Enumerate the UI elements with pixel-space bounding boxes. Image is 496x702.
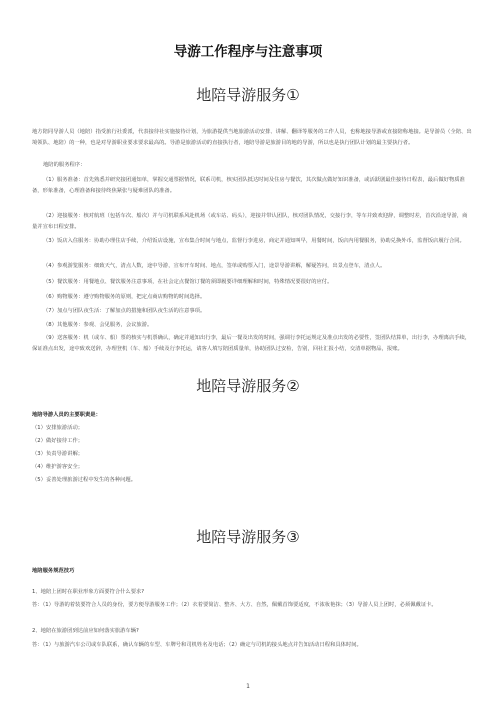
document-title: 导游工作程序与注意事项 bbox=[173, 44, 323, 60]
duty-item: （3）负责导游讲解； bbox=[32, 451, 84, 457]
faq-answer: 答：（1）导游的着装要符合人员的身份，要方便导游服务工作；（2）衣着要简洁、整齐、大方、自然，佩戴首饰要适度，不浓妆艳抹；（3）导游人员上团时，必须佩戴证卡。 bbox=[32, 602, 437, 608]
duty-item: （5）妥善处理旅游过程中发生的各种问题。 bbox=[32, 477, 137, 483]
service-item-welcome: （2）迎接服务：核对航班（包括车次、船次）并与司机联系风赴机场（或车站、码头），迎接并带认团队，核对团队情况，交接行李，等车并致欢迎辞，调整时差，首次沿途导游，商量并宣布日程安排。 bbox=[32, 213, 468, 230]
faq-question: 2、地陪在旅游团到达前应如何落实旅游车辆? bbox=[32, 628, 139, 634]
service-item-farewell: （9）送客服务：机（或车、船）票的核实与机票确认，确定并通知出行李，最后一餐及出发的时间，强调行李托运规定及准点出发的必要性，签团队结算单，出行李，办理离店手续，保证准点出发，途中致欢送辞，办理登机（车、船）手续及行李托运，请客人填写陪团质量单，协助团队过安检，告别，回社汇报小结，交清单据物品，报账。 bbox=[32, 335, 471, 352]
duty-item: （4）维护游客安全； bbox=[32, 464, 84, 470]
section-2-subhead: 地陪导游人员的主要职责是： bbox=[32, 412, 101, 418]
faq-question: 1、地陪上团时在职业形象方面要符合什么要求? bbox=[32, 589, 145, 595]
service-item-hotel: （3）饭店入住服务：协助办理住店手续，介绍饭店设施，宣布集合时间与地点，监督行李进房，商定并通知叫早，用餐时间，饭店内用餐服务，协助兑换外币，监督饭店履行合同。 bbox=[43, 238, 465, 244]
service-item-nightlife: （7）加点与团队夜生活：了解加点的措施和团队夜生活的注意事项。 bbox=[43, 308, 206, 314]
faq-answer: 答：（1）与旅游汽车公司或车队联系，确认车辆的车型、车牌号和司机姓名及电话；（2）确定与司机的接头地点并告知活动日程和具体时间。 bbox=[32, 642, 362, 648]
service-item-prep: （1）服务准备：首先熟悉并研究接团通知单，掌握交通票据情况，联系司机，核实团队抵达时间及住房与餐饮，其次做点做好知识准备，或活跃剧最佳接待日程表，最后做好物质准备，形象准备，心理准备和接待终焦紧张与疑难团队的准备。 bbox=[32, 177, 465, 194]
duty-item: （2）做好接待工作； bbox=[32, 438, 84, 444]
service-item-shopping: （6）购物服务：遵守购物服务的原则，把定点商店购物的时间选择。 bbox=[43, 294, 206, 300]
page-number: 1 bbox=[246, 683, 250, 690]
section-1-intro: 地方陪同导游人员（地陪）指受旅行社委派，代表接待社实施接待计划，为旅游提供当地旅游活动安排、讲解、翻译等服务的工作人员，也称地接导游或直接陪称地接。是导游员（全陪、出境领队、地陪）的一种，也是对导游职业要求要求最高的。导游是旅游活动的直接执行者，地陪导游是旅游目的地的导游，所以也是执行团队计划的最主要执行者。 bbox=[32, 129, 472, 146]
service-item-sightseeing: （4）参观游览服务：细致天气，清点人数，途中导游，宣布开车时间、地点，签单或购票入门，途景导游讲解，解疑答问，出景点登车，清点人。 bbox=[43, 263, 386, 269]
section-3-title: 地陪导游服务③ bbox=[196, 528, 300, 546]
section-3-subhead: 地陪服务规范技巧 bbox=[32, 568, 75, 574]
service-item-other: （8）其他服务：参观、会见服务，会议旅游。 bbox=[43, 322, 153, 328]
section-1-title: 地陪导游服务① bbox=[196, 86, 300, 104]
section-1-subhead: 地陪的服务程序： bbox=[43, 162, 86, 168]
duty-item: （1）安排旅游活动； bbox=[32, 425, 84, 431]
service-item-dining: （5）餐饮服务：用餐地点、餐饮服务注意事项，在社会定点餐馆订餐的须即履要详细理解和时间，特殊情况要很好的应付。 bbox=[43, 279, 333, 285]
section-2-title: 地陪导游服务② bbox=[196, 377, 300, 395]
